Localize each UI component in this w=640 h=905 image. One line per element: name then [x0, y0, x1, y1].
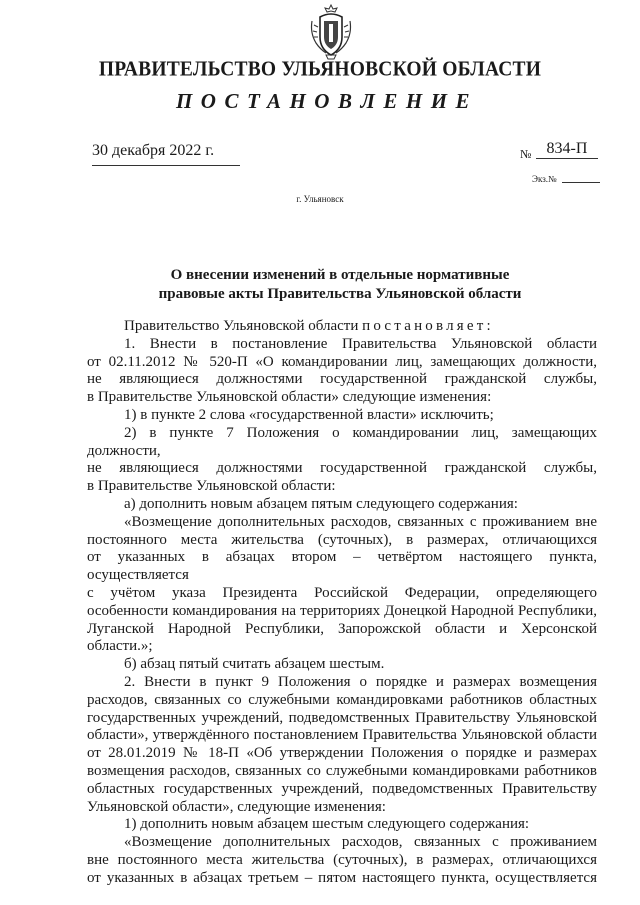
body-text-segment: Луганской Народной Республики, Запорожской области и Херсонской: [87, 620, 597, 637]
body-text-line: [87, 389, 597, 407]
body-text-segment: в Правительстве Ульяновской области» следующие изменения:: [87, 389, 492, 406]
body-text-segment: особенности командирования на территориях Донецкой Народной Республики,: [87, 602, 597, 619]
document-title: [100, 266, 580, 304]
body-text-line: [87, 336, 597, 354]
body-text-line: [87, 621, 597, 639]
city-name: г. Ульяновск: [296, 194, 344, 204]
body-text-line: [87, 799, 597, 817]
body-text-segment: с учётом указа Президента Российской Федерации, определяющего: [87, 584, 597, 601]
body-text-line: [87, 745, 597, 763]
body-text-line: [87, 692, 597, 710]
body-text-line: [87, 514, 597, 532]
body-text-line: [87, 585, 597, 603]
body-text-segment: области.»;: [87, 638, 153, 655]
body-text-segment: вне постоянного места жительства (суточных), в размерах, отличающихся: [87, 851, 597, 868]
body-text-segment: 2. Внести в пункт 9 Положения о порядке и размерах возмещения: [124, 673, 597, 690]
body-text-line: [87, 496, 597, 514]
body-text-segment: возмещения расходов, связанных со служебными командировками работников: [87, 762, 597, 779]
coat-of-arms-emblem: [308, 3, 354, 61]
body-text-line: [87, 425, 597, 461]
body-text-segment: постоянного места жительства (суточных), в размерах, отличающихся: [87, 531, 597, 548]
body-text-line: [87, 603, 597, 621]
body-text-line: [87, 870, 597, 888]
number-sign: №: [520, 147, 532, 161]
document-number: 834-П: [546, 140, 588, 157]
body-text-segment: от указанных в абзацах третьем – пятом настоящего пункта, осуществляется: [87, 869, 597, 886]
body-text-segment: области», утверждённого постановлением Правительства Ульяновской области: [87, 727, 597, 744]
body-text-segment: государственных учреждений, подведомственных Правительству Ульяновской: [87, 709, 597, 726]
body-text-line: [87, 727, 597, 745]
body-text-segment: от 02.11.2012 № 520-П «О командировании лиц, замещающих должности,: [87, 353, 597, 370]
body-text-segment: Правительство Ульяновской области: [124, 318, 363, 334]
body-text-line: [87, 638, 597, 656]
body-text-segment: от указанных в абзацах втором – четвёртом настоящего пункта, осуществляется: [87, 549, 597, 584]
body-text-line: [87, 816, 597, 834]
spaced-word: постановляет:: [362, 318, 494, 334]
copy-number-underline: [562, 182, 600, 183]
body-text-segment: б) абзац пятый считать абзацем шестым.: [124, 656, 385, 673]
body-text-line: [87, 852, 597, 870]
number-underline: [536, 158, 598, 159]
body-text-line: [87, 674, 597, 692]
body-text-segment: областных государственных учреждений, подведомственных Правительству: [87, 780, 597, 797]
body-text-segment: а) дополнить новым абзацем пятым следующего содержания:: [124, 495, 518, 512]
body-text-line: [87, 763, 597, 781]
body-text-segment: не являющиеся должностями государственной гражданской службы,: [87, 460, 597, 477]
body-text-line: [87, 656, 597, 674]
body-text-line: [87, 407, 597, 425]
body-text-segment: «Возмещение дополнительных расходов, связанных с проживанием вне: [124, 513, 597, 530]
body-text-segment: расходов, связанных со служебными командировками работников областных: [87, 691, 597, 708]
body-text-line: [87, 834, 597, 852]
body-text-segment: 1) дополнить новым абзацем шестым следующего содержания:: [124, 816, 530, 833]
body-text-line: [87, 549, 597, 585]
body-text-line: [87, 710, 597, 728]
title-line: правовые акты Правительства Ульяновской области: [158, 286, 522, 302]
body-text-line: [87, 532, 597, 550]
document-body: [87, 318, 597, 888]
date-underline: [92, 165, 240, 166]
body-text-segment: 1. Внести в постановление Правительства Ульяновской области: [124, 335, 597, 352]
body-text-line: [87, 354, 597, 372]
body-text-segment: 1) в пункте 2 слова «государственной власти» исключить;: [124, 406, 494, 423]
body-text-segment: в Правительстве Ульяновской области:: [87, 478, 336, 495]
body-text-line: [87, 478, 597, 496]
body-text-segment: Ульяновской области», следующие изменения:: [87, 798, 386, 815]
body-text-segment: 2) в пункте 7 Положения о командировании лиц, замещающих должности,: [87, 424, 597, 459]
body-text-segment: не являющиеся должностями государственной гражданской службы,: [87, 371, 597, 388]
title-line: О внесении изменений в отдельные нормативные: [170, 267, 510, 283]
body-text-line: [87, 371, 597, 389]
body-text-segment: «Возмещение дополнительных расходов, связанных с проживанием: [124, 834, 597, 851]
body-text-line: [87, 781, 597, 799]
document-date: 30 декабря 2022 г.: [92, 142, 215, 159]
body-text-segment: от 28.01.2019 № 18-П «Об утверждении Положения о порядке и размерах: [87, 745, 597, 762]
copy-number-label: Экз.№: [532, 174, 557, 184]
organization-name: ПРАВИТЕЛЬСТВО УЛЬЯНОВСКОЙ ОБЛАСТИ: [98, 58, 542, 81]
document-type: ПОСТАНОВЛЕНИЕ: [175, 89, 479, 113]
body-text-line: [87, 318, 597, 336]
body-text-line: [87, 460, 597, 478]
